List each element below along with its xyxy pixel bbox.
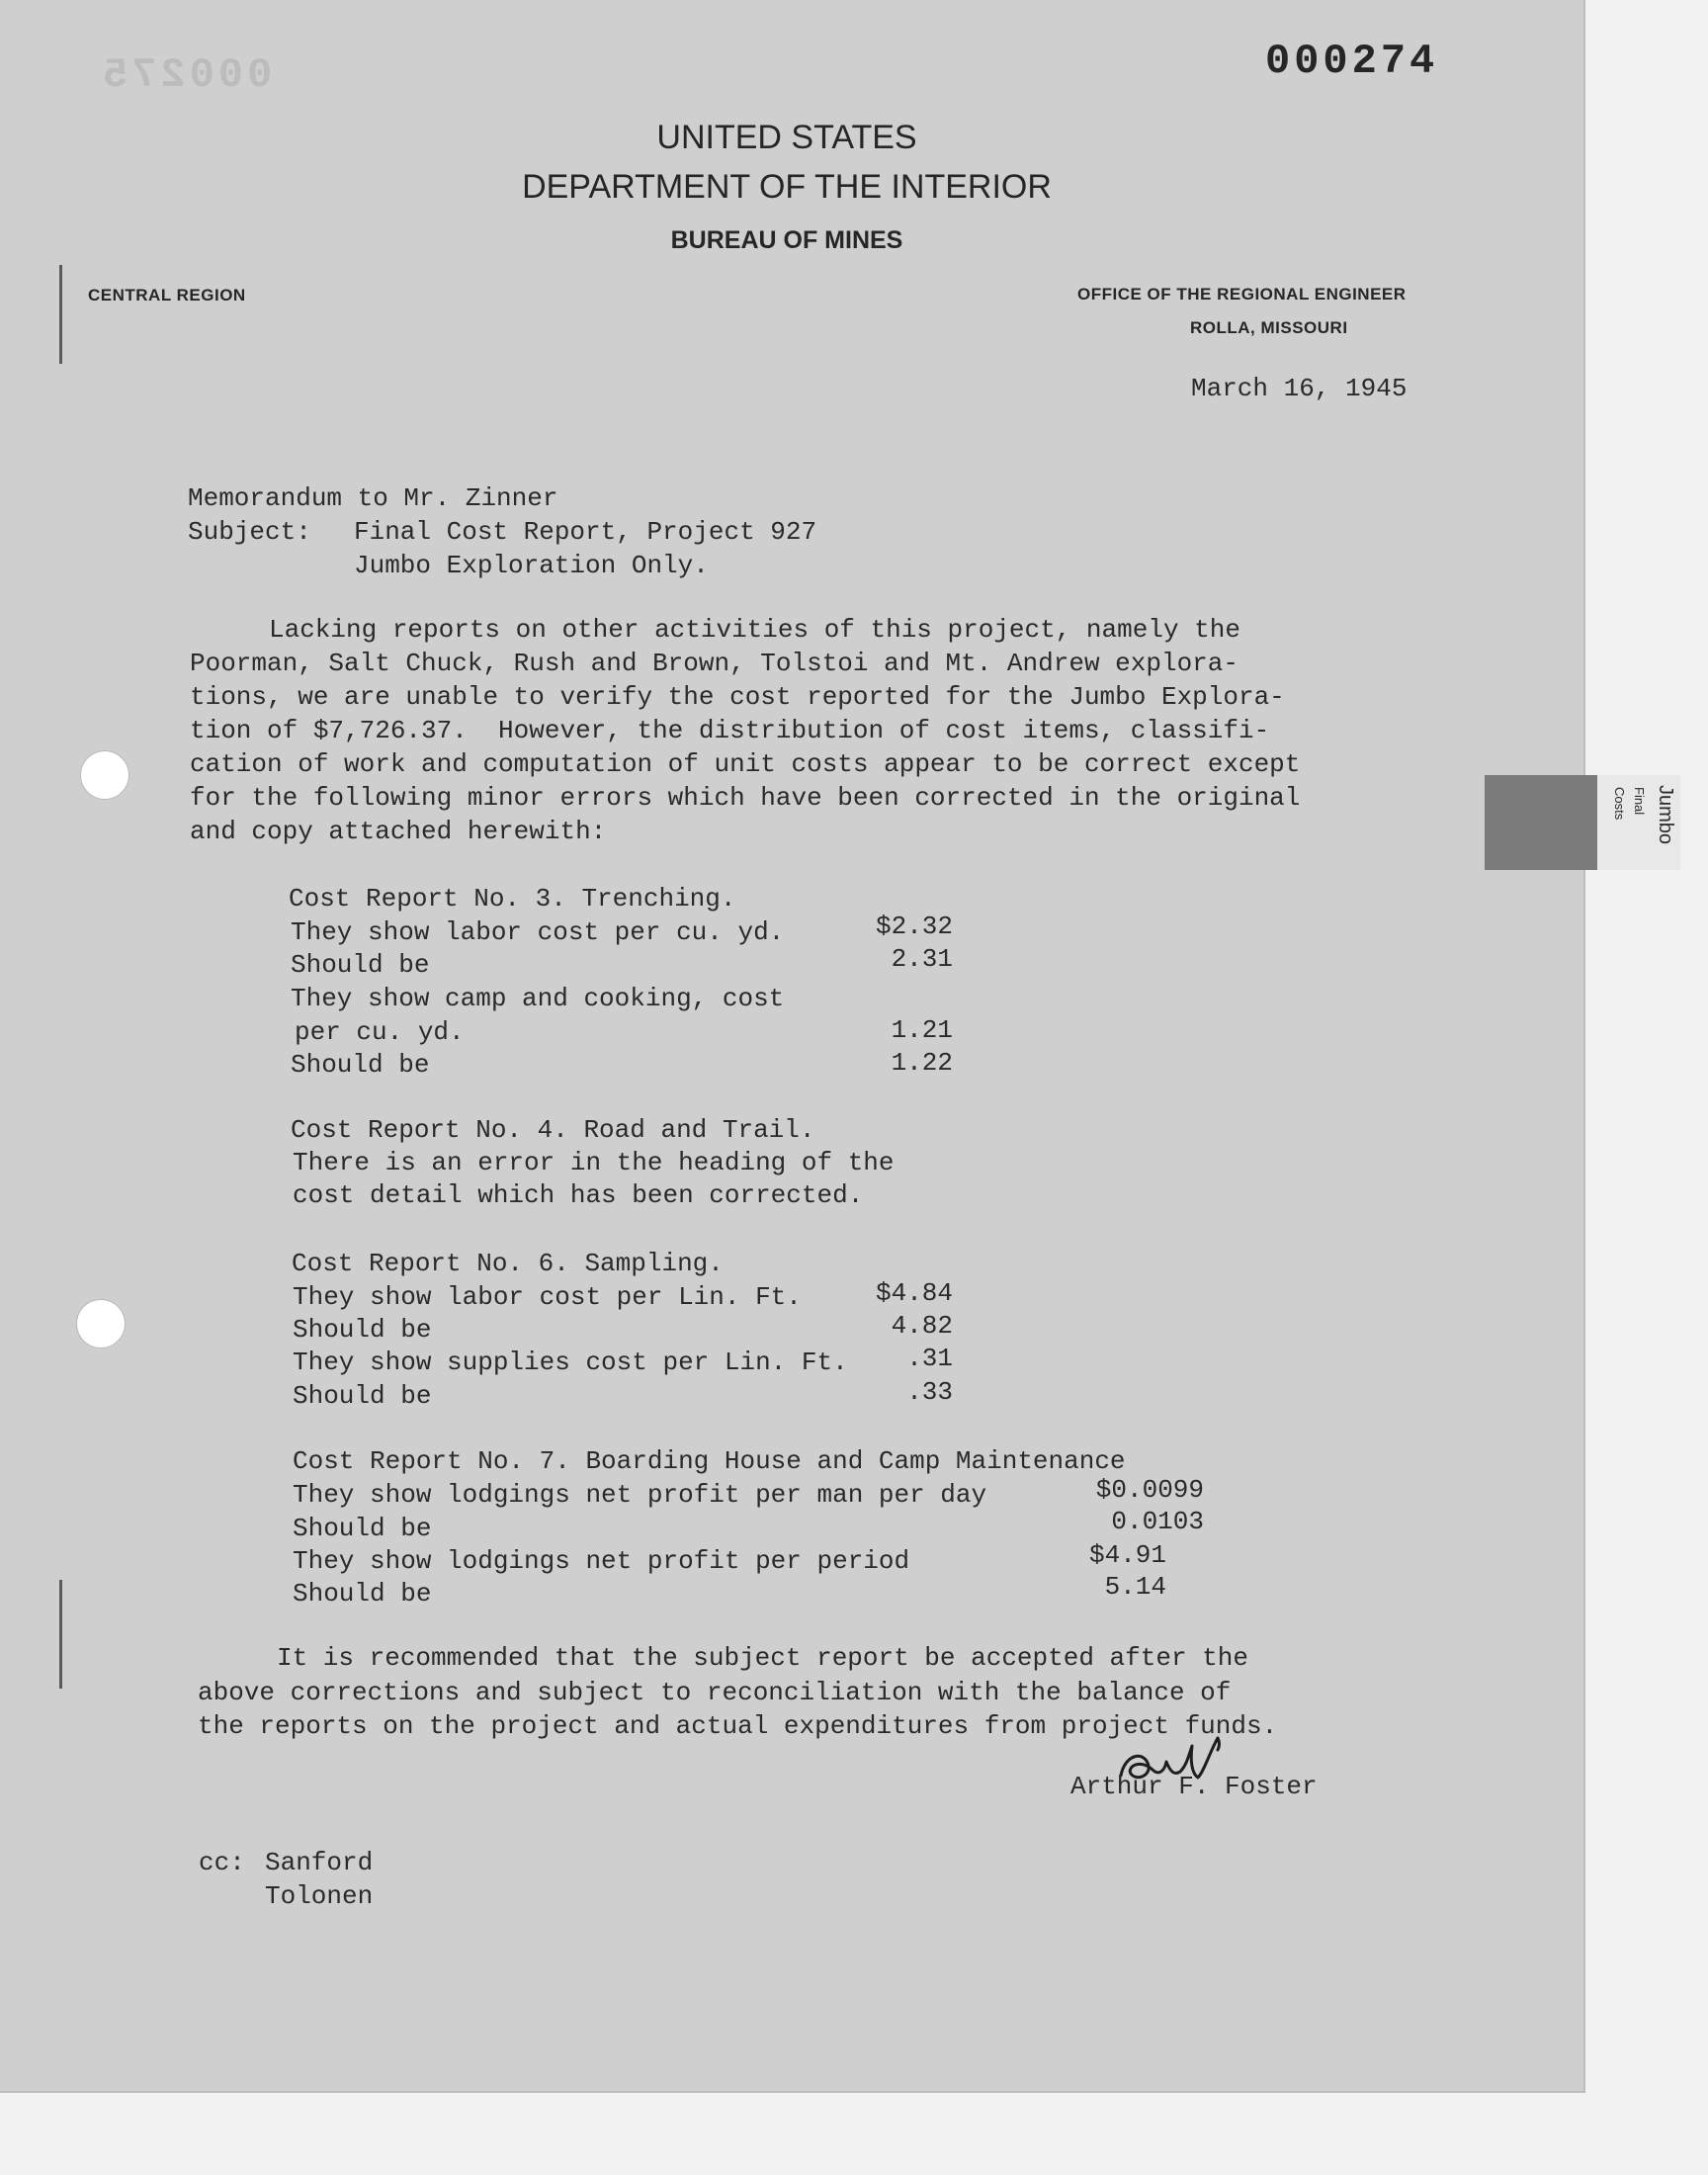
report-row-amount: 5.14 xyxy=(1104,1572,1166,1602)
letterhead-office: OFFICE OF THE REGIONAL ENGINEER xyxy=(1077,285,1407,304)
cc-label: cc: xyxy=(199,1848,245,1877)
document-number-bleedthrough: 000275 xyxy=(99,51,273,99)
signatory-name: Arthur F. Foster xyxy=(1070,1772,1318,1801)
cc-name: Sanford xyxy=(265,1848,374,1877)
report-row-amount: .31 xyxy=(906,1344,953,1373)
cc-name: Tolonen xyxy=(265,1881,374,1911)
report-row-text: There is an error in the heading of the xyxy=(293,1148,895,1177)
letterhead-united-states: UNITED STATES xyxy=(656,119,917,156)
file-tab xyxy=(1485,775,1603,870)
report-row-text: They show lodgings net profit per man per day xyxy=(293,1480,987,1510)
report-row-amount: $4.84 xyxy=(875,1278,953,1308)
subject-line-1: Final Cost Report, Project 927 xyxy=(354,517,817,547)
margin-mark xyxy=(59,265,62,364)
report-row-text: Should be xyxy=(293,1514,432,1543)
paragraph-line: Poorman, Salt Chuck, Rush and Brown, Tolstoi and Mt. Andrew explora- xyxy=(190,649,1238,678)
file-tab-line: Final xyxy=(1632,787,1647,816)
report-row-text: Should be xyxy=(293,1315,432,1345)
file-tab-line: Costs xyxy=(1612,787,1627,821)
paragraph-line: the reports on the project and actual expenditures from project funds. xyxy=(198,1711,1278,1741)
report-row-text: Should be xyxy=(293,1381,432,1411)
report-title: Cost Report No. 3. Trenching. xyxy=(289,884,736,914)
report-row-text: They show labor cost per cu. yd. xyxy=(291,917,785,947)
punch-hole xyxy=(80,750,129,800)
paragraph-line: above corrections and subject to reconciliation with the balance of xyxy=(198,1678,1232,1707)
report-row-text: They show lodgings net profit per period xyxy=(293,1546,910,1576)
report-row-text: They show camp and cooking, cost xyxy=(291,984,785,1013)
margin-mark xyxy=(59,1580,62,1689)
document-number: 000274 xyxy=(1265,38,1439,85)
subject-label: Subject: xyxy=(188,517,311,547)
file-tab-label xyxy=(1597,775,1680,870)
report-row-amount: .33 xyxy=(906,1377,953,1407)
subject-line-2: Jumbo Exploration Only. xyxy=(354,551,709,580)
punch-hole xyxy=(76,1299,126,1348)
report-row-amount: $2.32 xyxy=(875,912,953,941)
report-row-text: They show supplies cost per Lin. Ft. xyxy=(293,1348,848,1377)
letterhead-bureau: BUREAU OF MINES xyxy=(670,226,903,254)
file-tab-title: Jumbo xyxy=(1655,785,1676,845)
report-row-text: They show labor cost per Lin. Ft. xyxy=(293,1282,802,1312)
report-row-text: Should be xyxy=(291,950,430,980)
paragraph-line: It is recommended that the subject report be accepted after the xyxy=(277,1643,1248,1673)
paragraph-line: tions, we are unable to verify the cost reported for the Jumbo Explora- xyxy=(190,682,1285,712)
report-row-text: Should be xyxy=(291,1050,430,1080)
paragraph-line: tion of $7,726.37. However, the distribution of cost items, classifi- xyxy=(190,716,1270,745)
report-row-amount: 0.0103 xyxy=(1111,1507,1204,1536)
paragraph-line: for the following minor errors which have been corrected in the original xyxy=(190,783,1301,813)
report-title: Cost Report No. 6. Sampling. xyxy=(292,1249,724,1278)
report-row-amount: 1.22 xyxy=(891,1048,953,1078)
report-row-text: Should be xyxy=(293,1579,432,1609)
report-row-text: cost detail which has been corrected. xyxy=(293,1180,864,1210)
paragraph-line: cation of work and computation of unit costs appear to be correct except xyxy=(190,749,1301,779)
report-row-amount: 1.21 xyxy=(891,1015,953,1045)
report-title: Cost Report No. 7. Boarding House and Camp Maintenance xyxy=(293,1446,1126,1476)
paragraph-line: Lacking reports on other activities of this project, namely the xyxy=(269,615,1240,645)
paragraph-line: and copy attached herewith: xyxy=(190,817,607,846)
letterhead-location: ROLLA, MISSOURI xyxy=(1190,318,1348,337)
report-title: Cost Report No. 4. Road and Trail. xyxy=(291,1115,815,1145)
report-row-amount: 2.31 xyxy=(891,944,953,974)
report-row-amount: 4.82 xyxy=(891,1311,953,1341)
letterhead-region: CENTRAL REGION xyxy=(88,286,246,304)
report-row-text: per cu. yd. xyxy=(295,1017,465,1047)
letterhead-department: DEPARTMENT OF THE INTERIOR xyxy=(522,168,1052,206)
report-row-amount: $0.0099 xyxy=(1095,1475,1204,1505)
memo-date: March 16, 1945 xyxy=(1191,374,1408,403)
memo-recipient: Memorandum to Mr. Zinner xyxy=(188,483,558,513)
report-row-amount: $4.91 xyxy=(1088,1540,1166,1570)
